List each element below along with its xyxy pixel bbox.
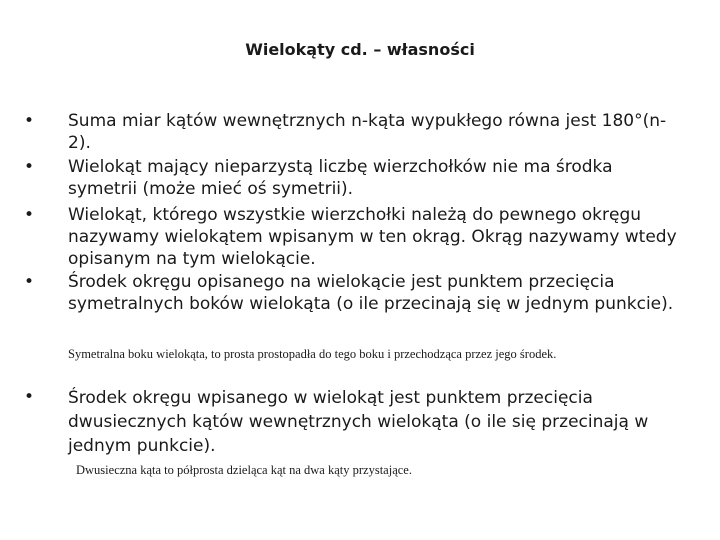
- bullet-marker: •: [24, 387, 35, 407]
- definition-note: Symetralna boku wielokąta, to prosta prostopadła do tego boku i przechodząca przez jego środek.: [68, 347, 557, 361]
- bullet-marker: •: [24, 205, 35, 225]
- bullet-marker: •: [24, 272, 35, 292]
- bullet-text: Wielokąt mający nieparzystą liczbę wierzchołków nie ma środka symetrii (może mieć oś symetrii).: [68, 157, 613, 199]
- bullet-item: [24, 386, 684, 458]
- bullet-item: [24, 271, 684, 315]
- bullet-text: Środek okręgu opisanego na wielokącie jest punktem przecięcia symetralnych boków wielokąta (o ile przecinają się w jednym punkcie).: [68, 272, 674, 314]
- bullet-item: [24, 156, 684, 200]
- definition-note: Dwusieczna kąta to półprosta dzieląca kąt na dwa kąty przystające.: [76, 463, 412, 477]
- bullet-marker: •: [24, 157, 35, 177]
- bullet-item: [24, 110, 684, 154]
- bullet-text: Środek okręgu wpisanego w wielokąt jest punktem przecięcia dwusiecznych kątów wewnętrznych wielokąta (o ile się przecinają w jednym punkcie).: [68, 388, 649, 456]
- bullet-item: [24, 204, 684, 270]
- bullet-text: Suma miar kątów wewnętrznych n-kąta wypukłego równa jest 180°(n-2).: [68, 111, 667, 153]
- bullet-text: Wielokąt, którego wszystkie wierzchołki należą do pewnego okręgu nazywamy wielokątem wpisanym w ten okrąg. Okrąg nazywamy wtedy opisanym na tym wielokącie.: [68, 205, 677, 269]
- bullet-marker: •: [24, 111, 35, 131]
- slide-title: Wielokąty cd. – własności: [245, 40, 475, 59]
